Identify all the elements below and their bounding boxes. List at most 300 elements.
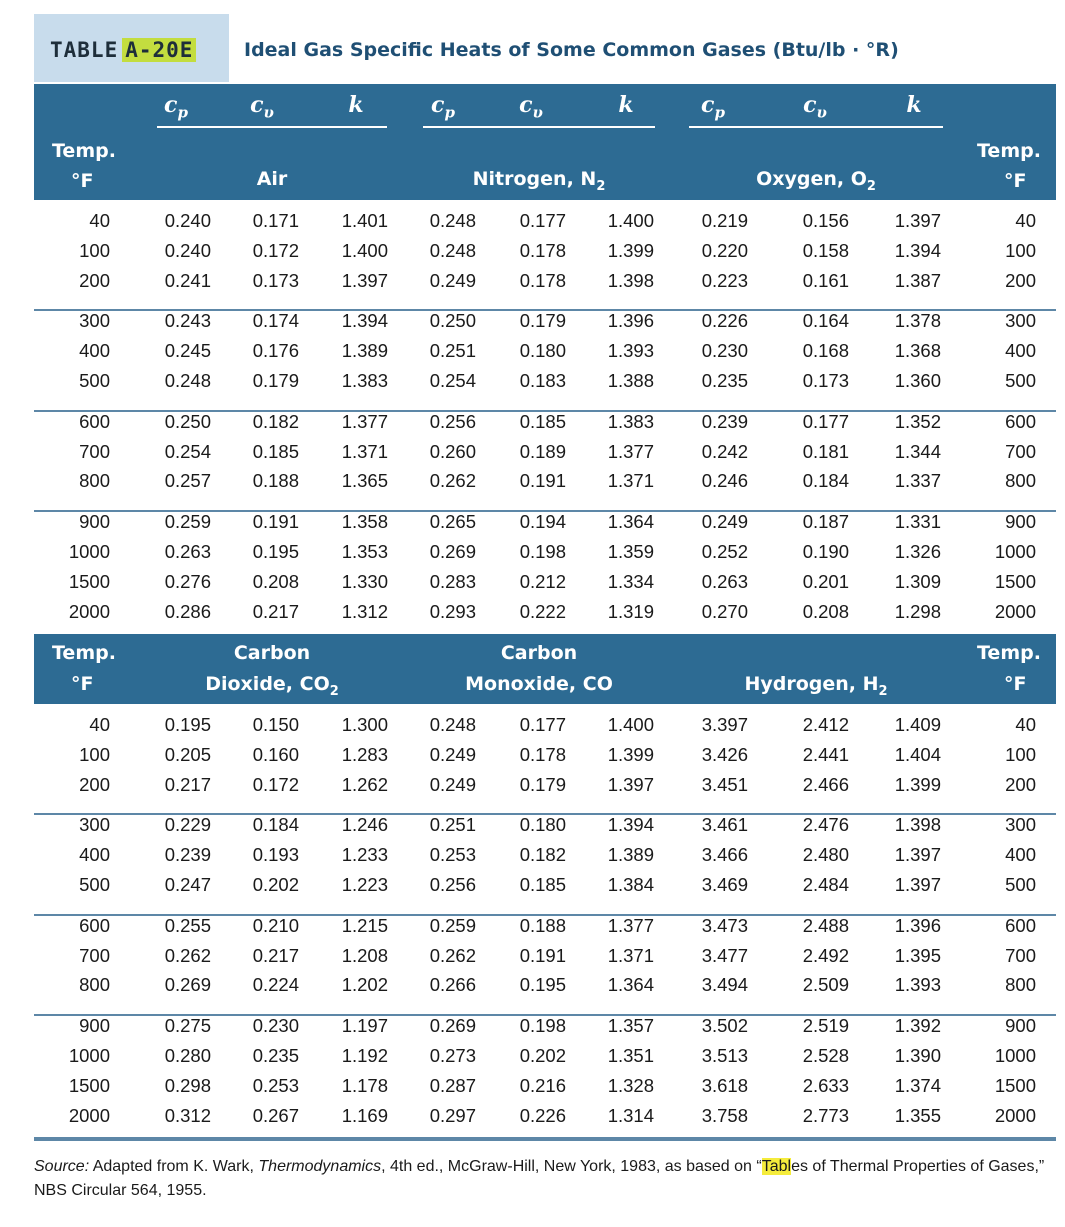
value-cell: 1.358 xyxy=(341,511,388,533)
value-cell: 0.263 xyxy=(701,570,748,592)
value-cell: 0.178 xyxy=(519,239,566,261)
value-cell: 1.337 xyxy=(894,470,941,492)
value-cell: 3.461 xyxy=(701,814,748,836)
value-cell: 0.293 xyxy=(429,600,476,622)
value-cell: 2.528 xyxy=(802,1045,849,1066)
value-cell: 1.364 xyxy=(607,511,654,533)
temp-header-right: Temp. xyxy=(977,140,1041,162)
value-cell: 0.184 xyxy=(802,470,849,492)
value-cell: 0.173 xyxy=(802,370,849,391)
temp-cell: 200 xyxy=(1005,773,1036,795)
value-cell: 0.259 xyxy=(429,914,476,936)
value-cell: 0.198 xyxy=(519,541,566,562)
temp-cell: 800 xyxy=(1005,470,1036,492)
value-cell: 1.397 xyxy=(894,874,941,895)
value-cell: 0.269 xyxy=(429,1015,476,1037)
value-cell: 1.397 xyxy=(607,773,654,795)
symbol-k: k xyxy=(618,92,634,118)
value-cell: 0.253 xyxy=(252,1074,299,1096)
value-cell: 1.355 xyxy=(894,1104,941,1126)
temp-cell: 700 xyxy=(79,944,110,966)
value-cell: 1.395 xyxy=(894,944,941,966)
value-cell: 1.371 xyxy=(607,944,654,966)
value-cell: 0.241 xyxy=(164,269,211,291)
table-id: A-20E xyxy=(122,38,196,62)
value-cell: 0.230 xyxy=(701,340,748,362)
temp-cell: 800 xyxy=(79,470,110,492)
temp-cell: 100 xyxy=(1005,743,1036,765)
value-cell: 1.344 xyxy=(894,440,941,462)
value-cell: 1.368 xyxy=(894,340,941,362)
value-cell: 1.353 xyxy=(341,541,388,562)
value-cell: 1.169 xyxy=(341,1104,388,1126)
value-cell: 0.230 xyxy=(252,1015,299,1037)
value-cell: 0.198 xyxy=(519,1015,566,1037)
value-cell: 0.216 xyxy=(519,1074,566,1096)
value-cell: 1.392 xyxy=(894,1015,941,1037)
value-cell: 0.267 xyxy=(252,1104,299,1126)
value-cell: 2.412 xyxy=(802,714,849,735)
value-cell: 0.239 xyxy=(164,844,211,866)
value-cell: 1.262 xyxy=(341,773,388,795)
value-cell: 1.377 xyxy=(341,410,388,432)
value-cell: 1.394 xyxy=(894,239,941,261)
temp-cell: 600 xyxy=(1005,914,1036,936)
value-cell: 1.312 xyxy=(341,600,388,622)
value-cell: 1.394 xyxy=(341,310,388,332)
gas-name: Oxygen, $O_2$ xyxy=(756,168,876,194)
value-cell: 1.396 xyxy=(607,310,654,332)
value-cell: 1.371 xyxy=(341,440,388,462)
value-cell: 0.249 xyxy=(429,773,476,795)
temp-unit-left: °F xyxy=(71,170,94,192)
symbol-cv: $c_\upsilon$ xyxy=(250,92,274,122)
value-cell: 1.399 xyxy=(607,239,654,261)
value-cell: 0.248 xyxy=(164,370,211,391)
value-cell: 0.246 xyxy=(701,470,748,492)
temp-cell: 500 xyxy=(79,874,110,895)
gas-name: Monoxide, CO xyxy=(465,673,613,695)
symbol-cp: $c_p$ xyxy=(431,92,455,122)
value-cell: 3.513 xyxy=(701,1045,748,1066)
value-cell: 1.384 xyxy=(607,874,654,895)
value-cell: 0.191 xyxy=(252,511,299,533)
temp-cell: 1000 xyxy=(994,541,1036,562)
value-cell: 2.509 xyxy=(802,974,849,996)
value-cell: 0.250 xyxy=(429,310,476,332)
temp-header-left: Temp. xyxy=(52,642,116,664)
value-cell: 0.275 xyxy=(164,1015,211,1037)
symbol-underline xyxy=(423,126,655,128)
temp-cell: 900 xyxy=(79,1015,110,1037)
temp-header-left: Temp. xyxy=(52,140,116,162)
value-cell: 0.298 xyxy=(164,1074,211,1096)
value-cell: 1.399 xyxy=(607,743,654,765)
table-title: Ideal Gas Specific Heats of Some Common Gases (Btu/lb · °R) xyxy=(244,39,899,61)
value-cell: 1.178 xyxy=(341,1074,388,1096)
temp-cell: 1500 xyxy=(994,570,1036,592)
value-cell: 1.377 xyxy=(607,914,654,936)
temp-cell: 40 xyxy=(89,210,110,231)
temp-cell: 200 xyxy=(1005,269,1036,291)
gas-name-line1: Carbon xyxy=(500,642,578,664)
value-cell: 0.179 xyxy=(519,773,566,795)
value-cell: 3.473 xyxy=(701,914,748,936)
temp-cell: 400 xyxy=(79,340,110,362)
temp-cell: 1000 xyxy=(994,1045,1036,1066)
value-cell: 0.259 xyxy=(164,511,211,533)
value-cell: 1.401 xyxy=(341,210,388,231)
value-cell: 0.208 xyxy=(252,570,299,592)
value-cell: 2.441 xyxy=(802,743,849,765)
temp-cell: 100 xyxy=(1005,239,1036,261)
temp-cell: 1000 xyxy=(68,1045,110,1066)
value-cell: 1.400 xyxy=(607,210,654,231)
value-cell: 1.365 xyxy=(341,470,388,492)
value-cell: 0.160 xyxy=(252,743,299,765)
temp-cell: 1500 xyxy=(994,1074,1036,1096)
value-cell: 0.224 xyxy=(252,974,299,996)
temp-cell: 1500 xyxy=(68,1074,110,1096)
value-cell: 0.182 xyxy=(519,844,566,866)
value-cell: 1.197 xyxy=(341,1015,388,1037)
value-cell: 0.181 xyxy=(802,440,849,462)
value-cell: 1.326 xyxy=(894,541,941,562)
temp-cell: 700 xyxy=(1005,944,1036,966)
value-cell: 0.269 xyxy=(429,541,476,562)
value-cell: 0.242 xyxy=(701,440,748,462)
value-cell: 0.235 xyxy=(701,370,748,391)
value-cell: 2.633 xyxy=(802,1074,849,1096)
value-cell: 0.184 xyxy=(252,814,299,836)
value-cell: 0.217 xyxy=(252,600,299,622)
value-cell: 1.394 xyxy=(607,814,654,836)
value-cell: 2.519 xyxy=(802,1015,849,1037)
value-cell: 1.314 xyxy=(607,1104,654,1126)
table-number xyxy=(50,38,196,62)
temp-cell: 500 xyxy=(79,370,110,391)
value-cell: 0.229 xyxy=(164,814,211,836)
value-cell: 0.178 xyxy=(519,269,566,291)
value-cell: 0.256 xyxy=(429,410,476,432)
value-cell: 1.400 xyxy=(607,714,654,735)
value-cell: 3.502 xyxy=(701,1015,748,1037)
value-cell: 0.177 xyxy=(519,210,566,231)
value-cell: 1.328 xyxy=(607,1074,654,1096)
value-cell: 0.226 xyxy=(701,310,748,332)
value-cell: 1.398 xyxy=(894,814,941,836)
temp-cell: 700 xyxy=(1005,440,1036,462)
value-cell: 0.223 xyxy=(701,269,748,291)
value-cell: 1.383 xyxy=(341,370,388,391)
value-cell: 0.262 xyxy=(429,470,476,492)
value-cell: 0.217 xyxy=(164,773,211,795)
value-cell: 0.179 xyxy=(252,370,299,391)
source-note xyxy=(34,1155,1059,1203)
source-text-2: , 4th ed., McGraw-Hill, New York, 1983, as based on “ xyxy=(381,1158,762,1175)
value-cell: 0.188 xyxy=(252,470,299,492)
value-cell: 0.240 xyxy=(164,210,211,231)
value-cell: 0.191 xyxy=(519,944,566,966)
symbol-cp: $c_p$ xyxy=(164,92,188,122)
temp-cell: 900 xyxy=(79,511,110,533)
value-cell: 0.253 xyxy=(429,844,476,866)
value-cell: 1.389 xyxy=(607,844,654,866)
value-cell: 0.210 xyxy=(252,914,299,936)
temp-cell: 1000 xyxy=(68,541,110,562)
value-cell: 0.249 xyxy=(429,269,476,291)
temp-unit-left: °F xyxy=(71,673,94,695)
value-cell: 2.488 xyxy=(802,914,849,936)
value-cell: 0.276 xyxy=(164,570,211,592)
value-cell: 1.371 xyxy=(607,470,654,492)
value-cell: 2.480 xyxy=(802,844,849,866)
value-cell: 0.183 xyxy=(519,370,566,391)
value-cell: 0.171 xyxy=(252,210,299,231)
temp-cell: 200 xyxy=(79,773,110,795)
value-cell: 0.250 xyxy=(164,410,211,432)
value-cell: 3.758 xyxy=(701,1104,748,1126)
value-cell: 0.240 xyxy=(164,239,211,261)
value-cell: 0.257 xyxy=(164,470,211,492)
symbol-cv: $c_\upsilon$ xyxy=(519,92,543,122)
temp-cell: 900 xyxy=(1005,511,1036,533)
value-cell: 1.233 xyxy=(341,844,388,866)
value-cell: 0.280 xyxy=(164,1045,211,1066)
value-cell: 3.426 xyxy=(701,743,748,765)
value-cell: 1.246 xyxy=(341,814,388,836)
value-cell: 0.287 xyxy=(429,1074,476,1096)
value-cell: 1.357 xyxy=(607,1015,654,1037)
symbol-cv: $c_\upsilon$ xyxy=(803,92,827,122)
value-cell: 1.331 xyxy=(894,511,941,533)
value-cell: 0.158 xyxy=(802,239,849,261)
value-cell: 1.208 xyxy=(341,944,388,966)
gas-name: Hydrogen, $H_2$ xyxy=(744,673,888,699)
value-cell: 1.192 xyxy=(341,1045,388,1066)
bottom-rule xyxy=(34,1137,1056,1141)
value-cell: 1.396 xyxy=(894,914,941,936)
value-cell: 0.202 xyxy=(252,874,299,895)
value-cell: 0.283 xyxy=(429,570,476,592)
value-cell: 0.177 xyxy=(519,714,566,735)
temp-header-right: Temp. xyxy=(977,642,1041,664)
temp-cell: 900 xyxy=(1005,1015,1036,1037)
value-cell: 0.150 xyxy=(252,714,299,735)
value-cell: 0.248 xyxy=(429,239,476,261)
value-cell: 0.222 xyxy=(519,600,566,622)
value-cell: 3.466 xyxy=(701,844,748,866)
symbol-underline xyxy=(157,126,387,128)
source-highlight: Tabl xyxy=(761,1158,792,1175)
value-cell: 0.245 xyxy=(164,340,211,362)
source-text-3: es of Thermal Properties of Gases,” NBS Circular 564, 1955. xyxy=(34,1158,1045,1199)
temp-cell: 40 xyxy=(89,714,110,735)
value-cell: 0.256 xyxy=(429,874,476,895)
source-label: Source: xyxy=(34,1158,90,1175)
value-cell: 0.220 xyxy=(701,239,748,261)
temp-cell: 300 xyxy=(1005,310,1036,332)
value-cell: 0.226 xyxy=(519,1104,566,1126)
value-cell: 0.185 xyxy=(519,874,566,895)
value-cell: 3.397 xyxy=(701,714,748,735)
value-cell: 1.404 xyxy=(894,743,941,765)
value-cell: 1.359 xyxy=(607,541,654,562)
value-cell: 0.180 xyxy=(519,814,566,836)
value-cell: 3.469 xyxy=(701,874,748,895)
value-cell: 0.202 xyxy=(519,1045,566,1066)
temp-cell: 1500 xyxy=(68,570,110,592)
value-cell: 1.223 xyxy=(341,874,388,895)
value-cell: 0.254 xyxy=(429,370,476,391)
value-cell: 0.286 xyxy=(164,600,211,622)
value-cell: 1.399 xyxy=(894,773,941,795)
value-cell: 0.189 xyxy=(519,440,566,462)
symbol-cp: $c_p$ xyxy=(701,92,725,122)
value-cell: 0.168 xyxy=(802,340,849,362)
value-cell: 3.618 xyxy=(701,1074,748,1096)
temp-cell: 40 xyxy=(1015,210,1036,231)
value-cell: 0.195 xyxy=(164,714,211,735)
value-cell: 0.156 xyxy=(802,210,849,231)
temp-cell: 500 xyxy=(1005,874,1036,895)
value-cell: 3.451 xyxy=(701,773,748,795)
value-cell: 0.251 xyxy=(429,814,476,836)
value-cell: 1.393 xyxy=(894,974,941,996)
value-cell: 0.248 xyxy=(429,714,476,735)
temp-unit-right: °F xyxy=(1004,170,1027,192)
value-cell: 0.249 xyxy=(429,743,476,765)
value-cell: 0.262 xyxy=(164,944,211,966)
value-cell: 0.176 xyxy=(252,340,299,362)
value-cell: 0.177 xyxy=(802,410,849,432)
value-cell: 1.283 xyxy=(341,743,388,765)
value-cell: 0.205 xyxy=(164,743,211,765)
value-cell: 1.351 xyxy=(607,1045,654,1066)
value-cell: 0.190 xyxy=(802,541,849,562)
value-cell: 1.398 xyxy=(607,269,654,291)
temp-cell: 300 xyxy=(79,310,110,332)
table-label: TABLE xyxy=(50,38,119,62)
temp-cell: 300 xyxy=(1005,814,1036,836)
value-cell: 0.243 xyxy=(164,310,211,332)
source-book: Thermodynamics xyxy=(258,1158,382,1175)
temp-cell: 2000 xyxy=(994,600,1036,622)
value-cell: 0.247 xyxy=(164,874,211,895)
source-text-1: Adapted from K. Wark, xyxy=(89,1158,259,1175)
value-cell: 0.254 xyxy=(164,440,211,462)
value-cell: 0.172 xyxy=(252,239,299,261)
value-cell: 0.179 xyxy=(519,310,566,332)
temp-cell: 600 xyxy=(1005,410,1036,432)
value-cell: 1.388 xyxy=(607,370,654,391)
value-cell: 0.239 xyxy=(701,410,748,432)
value-cell: 1.374 xyxy=(894,1074,941,1096)
value-cell: 2.484 xyxy=(802,874,849,895)
temp-cell: 400 xyxy=(1005,340,1036,362)
value-cell: 0.249 xyxy=(701,511,748,533)
temp-cell: 200 xyxy=(79,269,110,291)
gas-name: Dioxide, $CO_2$ xyxy=(205,673,339,699)
symbol-k: k xyxy=(348,92,364,118)
value-cell: 1.364 xyxy=(607,974,654,996)
value-cell: 1.389 xyxy=(341,340,388,362)
value-cell: 1.215 xyxy=(341,914,388,936)
temp-cell: 400 xyxy=(79,844,110,866)
value-cell: 0.217 xyxy=(252,944,299,966)
value-cell: 1.334 xyxy=(607,570,654,592)
temp-cell: 2000 xyxy=(994,1104,1036,1126)
temp-cell: 500 xyxy=(1005,370,1036,391)
value-cell: 0.185 xyxy=(252,440,299,462)
temp-cell: 800 xyxy=(1005,974,1036,996)
value-cell: 0.248 xyxy=(429,210,476,231)
value-cell: 0.219 xyxy=(701,210,748,231)
value-cell: 0.252 xyxy=(701,541,748,562)
temp-cell: 700 xyxy=(79,440,110,462)
value-cell: 0.297 xyxy=(429,1104,476,1126)
value-cell: 1.400 xyxy=(341,239,388,261)
value-cell: 2.492 xyxy=(802,944,849,966)
value-cell: 0.173 xyxy=(252,269,299,291)
value-cell: 0.251 xyxy=(429,340,476,362)
value-cell: 0.191 xyxy=(519,470,566,492)
value-cell: 1.309 xyxy=(894,570,941,592)
value-cell: 0.255 xyxy=(164,914,211,936)
value-cell: 1.377 xyxy=(607,440,654,462)
temp-cell: 800 xyxy=(79,974,110,996)
value-cell: 0.312 xyxy=(164,1104,211,1126)
gas-name-line1: Carbon xyxy=(233,642,311,664)
value-cell: 0.172 xyxy=(252,773,299,795)
temp-cell: 600 xyxy=(79,914,110,936)
value-cell: 0.201 xyxy=(802,570,849,592)
value-cell: 3.477 xyxy=(701,944,748,966)
temp-cell: 400 xyxy=(1005,844,1036,866)
symbol-k: k xyxy=(906,92,922,118)
value-cell: 1.352 xyxy=(894,410,941,432)
temp-cell: 300 xyxy=(79,814,110,836)
value-cell: 0.212 xyxy=(519,570,566,592)
value-cell: 0.270 xyxy=(701,600,748,622)
value-cell: 1.202 xyxy=(341,974,388,996)
temp-cell: 2000 xyxy=(68,600,110,622)
value-cell: 0.174 xyxy=(252,310,299,332)
temp-cell: 100 xyxy=(79,239,110,261)
value-cell: 1.397 xyxy=(894,844,941,866)
value-cell: 1.383 xyxy=(607,410,654,432)
value-cell: 0.266 xyxy=(429,974,476,996)
value-cell: 0.263 xyxy=(164,541,211,562)
value-cell: 0.182 xyxy=(252,410,299,432)
temp-cell: 100 xyxy=(79,743,110,765)
value-cell: 0.265 xyxy=(429,511,476,533)
value-cell: 0.187 xyxy=(802,511,849,533)
value-cell: 1.393 xyxy=(607,340,654,362)
value-cell: 1.360 xyxy=(894,370,941,391)
gas-name: Air xyxy=(256,168,288,190)
temp-cell: 2000 xyxy=(68,1104,110,1126)
value-cell: 1.387 xyxy=(894,269,941,291)
value-cell: 0.273 xyxy=(429,1045,476,1066)
temp-cell: 40 xyxy=(1015,714,1036,735)
temp-cell: 600 xyxy=(79,410,110,432)
value-cell: 2.476 xyxy=(802,814,849,836)
value-cell: 0.164 xyxy=(802,310,849,332)
value-cell: 0.208 xyxy=(802,600,849,622)
value-cell: 1.378 xyxy=(894,310,941,332)
value-cell: 1.300 xyxy=(341,714,388,735)
